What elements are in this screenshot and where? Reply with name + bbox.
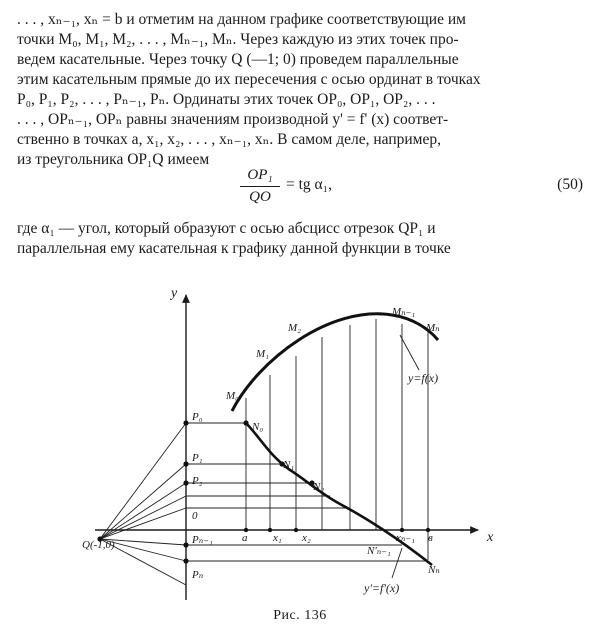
paragraph-line-10: параллельная ему касательная к графику данной функции в точке — [17, 240, 451, 257]
label-a: a — [242, 532, 248, 544]
label-mn-1: Mₙ₋₁ — [392, 306, 416, 318]
label-n1: N₁ — [283, 459, 295, 471]
formula-numerator: OP₁ — [247, 167, 273, 183]
paragraph-line-3: ведем касательные. Через точку Q (—1; 0) проведем параллельные — [17, 51, 459, 68]
axis-y-label: y — [171, 286, 178, 301]
formula-50 — [0, 164, 600, 210]
fraction-bar — [240, 186, 280, 187]
label-n2: N₂ — [313, 481, 325, 493]
paragraph-line-5: P₀, P₁, P₂, . . . , Pₙ₋₁, Pₙ. Ординаты этих точек OP₀, OP₁, OP₂, . . . — [17, 91, 436, 108]
curve-f-leader — [400, 335, 419, 370]
label-nn: Nₙ — [428, 564, 440, 576]
curve-f-label: y=f(x) — [408, 371, 439, 385]
paragraph-line-6: . . . , OPₙ₋₁, OPₙ равны значениям производной y' = f' (x) соответ- — [17, 111, 449, 128]
label-m0: M₀ — [226, 390, 239, 402]
label-b: в — [428, 532, 433, 544]
paragraph-line-2: точки M₀, M₁, M₂, . . . , Mₙ₋₁, Mₙ. Через каждую из этих точек про- — [17, 31, 459, 48]
label-n0: N₀ — [252, 421, 264, 433]
axis-x-label: x — [487, 530, 494, 545]
label-x1: x₁ — [273, 532, 282, 544]
curve-derivative-label: y'=f'(x) — [364, 581, 400, 595]
rays-from-q — [100, 423, 186, 585]
paragraph-line-1: . . . , xₙ₋₁, xₙ = b и отметим на данном графике соответствующие им — [17, 11, 466, 28]
curve-derivative-leader — [392, 548, 402, 578]
paragraph-line-7: ственно в точках a, x₁, x₂, . . . , xₙ₋₁, xₙ. В самом деле, например, — [17, 131, 441, 148]
label-m2: M₂ — [288, 322, 301, 334]
curve-f — [232, 314, 438, 411]
label-p0: P₀ — [192, 411, 203, 423]
label-pn: Pₙ — [192, 569, 204, 581]
label-mn: Mₙ — [426, 322, 440, 334]
label-n-prime-n-1: N'ₙ₋₁ — [367, 545, 391, 557]
paragraph-line-4: этим касательным прямые до их пересечения с осью ординат в точках — [17, 71, 481, 88]
figure-caption: Рис. 136 — [273, 608, 327, 623]
label-pn-1: Pₙ₋₁ — [192, 534, 213, 546]
label-m1: M₁ — [256, 348, 269, 360]
point-q-label: Q(-1,0) — [82, 539, 115, 551]
label-p2: P₂ — [192, 475, 203, 487]
label-xn-1: xₙ₋₁ — [396, 532, 415, 544]
label-p1: P₁ — [192, 452, 203, 464]
origin-label: 0 — [192, 510, 198, 522]
formula-fraction — [240, 166, 280, 207]
formula-denominator: QO — [249, 189, 271, 205]
figure-136 — [0, 280, 600, 605]
formula-rhs: = tg α₁, — [286, 176, 332, 193]
ordinate-lines — [246, 319, 428, 560]
label-x2: x₂ — [302, 532, 311, 544]
equation-number: (50) — [557, 176, 583, 193]
paragraph-line-9: где α₁ — угол, который образуют с осью абсцисс отрезок QP₁ и — [17, 220, 436, 237]
paragraph-line-8: из треугольника OP₁Q имеем — [17, 151, 210, 168]
